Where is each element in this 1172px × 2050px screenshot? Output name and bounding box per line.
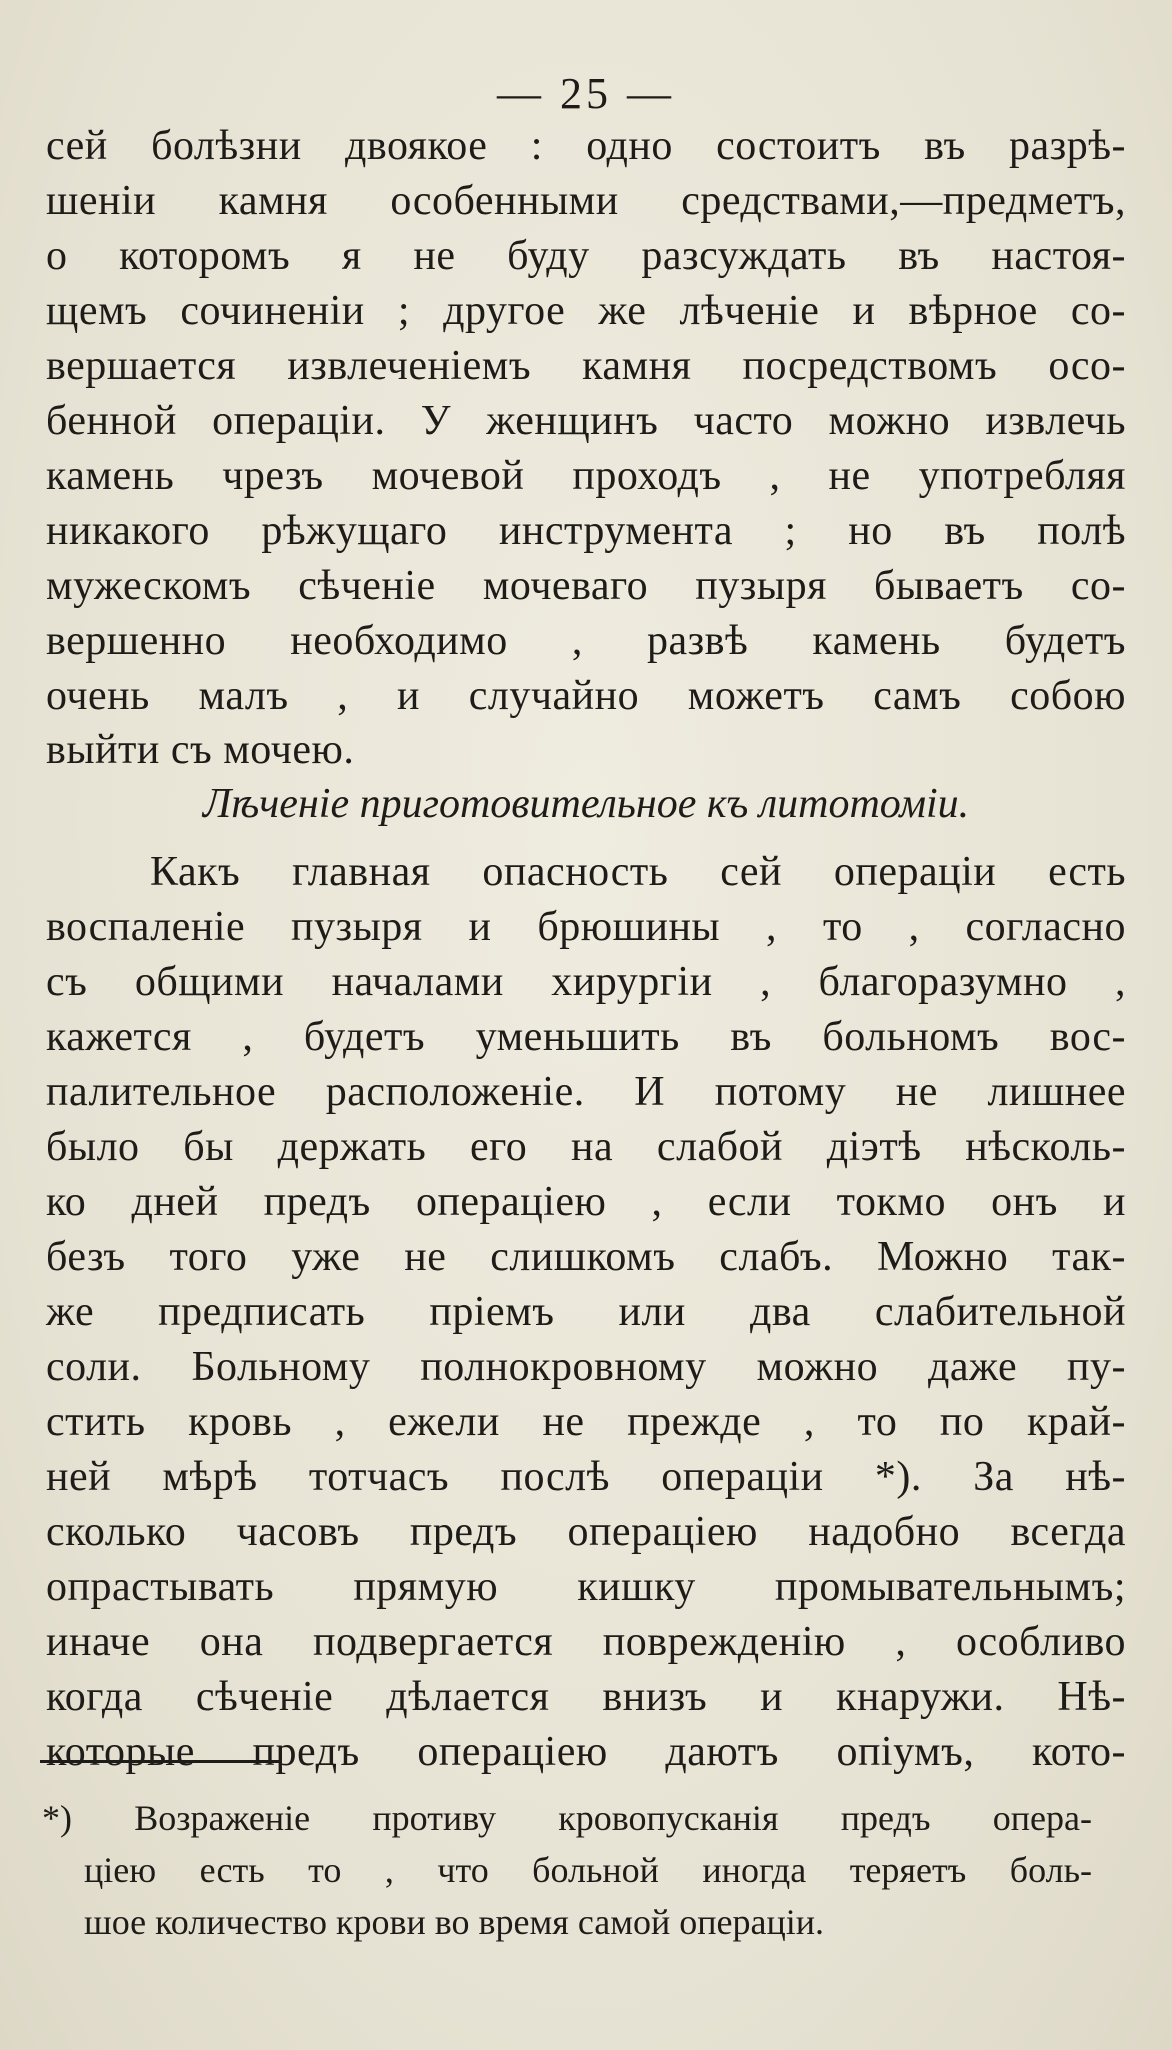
text-line: кажется , будетъ уменьшить въ больномъ вос- bbox=[46, 1014, 1126, 1060]
text-line: ней мѣрѣ тотчасъ послѣ операціи *). За нѣ- bbox=[46, 1454, 1126, 1500]
text-line: же предписать пріемъ или два слабительной bbox=[46, 1289, 1126, 1335]
text-line: было бы держать его на слабой діэтѣ нѣсколь- bbox=[46, 1124, 1126, 1170]
text-line: иначе она подвергается поврежденію , особливо bbox=[46, 1619, 1126, 1665]
text-line: безъ того уже не слишкомъ слабъ. Можно так- bbox=[46, 1234, 1126, 1280]
footnote-rule bbox=[40, 1760, 280, 1763]
text-line: выйти съ мочею. bbox=[46, 727, 355, 773]
text-line: соли. Больному полнокровному можно даже пу- bbox=[46, 1344, 1126, 1390]
text-line: воспаленіе пузыря и брюшины , то , согласно bbox=[46, 904, 1126, 950]
text-line: никакого рѣжущаго инструмента ; но въ полѣ bbox=[46, 508, 1126, 554]
footnote-line: шое количество крови во время самой операціи. bbox=[84, 1902, 825, 1942]
text-line: шеніи камня особенными средствами,—предметъ, bbox=[46, 178, 1126, 224]
text-line: сей болѣзни двоякое : одно состоитъ въ разрѣ- bbox=[46, 123, 1126, 169]
text-line: ко дней предъ операціею , если токмо онъ и bbox=[46, 1179, 1126, 1225]
footnote-line: *) Возраженіе противу кровопусканія предъ опера- bbox=[42, 1798, 1092, 1838]
text-line: которые предъ операціею даютъ опіумъ, кото- bbox=[46, 1729, 1126, 1775]
text-line: палительное расположеніе. И потому не лишнее bbox=[46, 1069, 1126, 1115]
text-line: мужескомъ сѣченіе мочеваго пузыря бываетъ со- bbox=[46, 563, 1126, 609]
text-line: стить кровь , ежели не прежде , то по край- bbox=[46, 1399, 1126, 1445]
text-line: бенной операціи. У женщинъ часто можно извлечь bbox=[46, 398, 1126, 444]
text-line: Какъ главная опасность сей операціи есть bbox=[150, 849, 1126, 895]
text-line: щемъ сочиненіи ; другое же лѣченіе и вѣрное со- bbox=[46, 288, 1126, 334]
text-line: вершенно необходимо , развѣ камень будетъ bbox=[46, 618, 1126, 664]
footnote-line: ціею есть то , что больной иногда теряетъ боль- bbox=[84, 1850, 1092, 1890]
page-number: — 25 — bbox=[497, 69, 675, 118]
text-line: о которомъ я не буду разсуждать въ настоя- bbox=[46, 233, 1126, 279]
text-line: очень малъ , и случайно можетъ самъ собою bbox=[46, 673, 1126, 719]
text-line: опрастывать прямую кишку промывательнымъ; bbox=[46, 1564, 1126, 1610]
text-line: сколько часовъ предъ операціею надобно всегда bbox=[46, 1509, 1126, 1555]
text-line: когда сѣченіе дѣлается внизъ и кнаружи. Нѣ- bbox=[46, 1674, 1126, 1720]
text-line: съ общими началами хирургіи , благоразумно , bbox=[46, 959, 1126, 1005]
section-heading: Лѣченіе приготовительное къ литотоміи. bbox=[202, 781, 970, 827]
text-line: вершается извлеченіемъ камня посредствомъ осо- bbox=[46, 343, 1126, 389]
text-line: камень чрезъ мочевой проходъ , не употребляя bbox=[46, 453, 1126, 499]
